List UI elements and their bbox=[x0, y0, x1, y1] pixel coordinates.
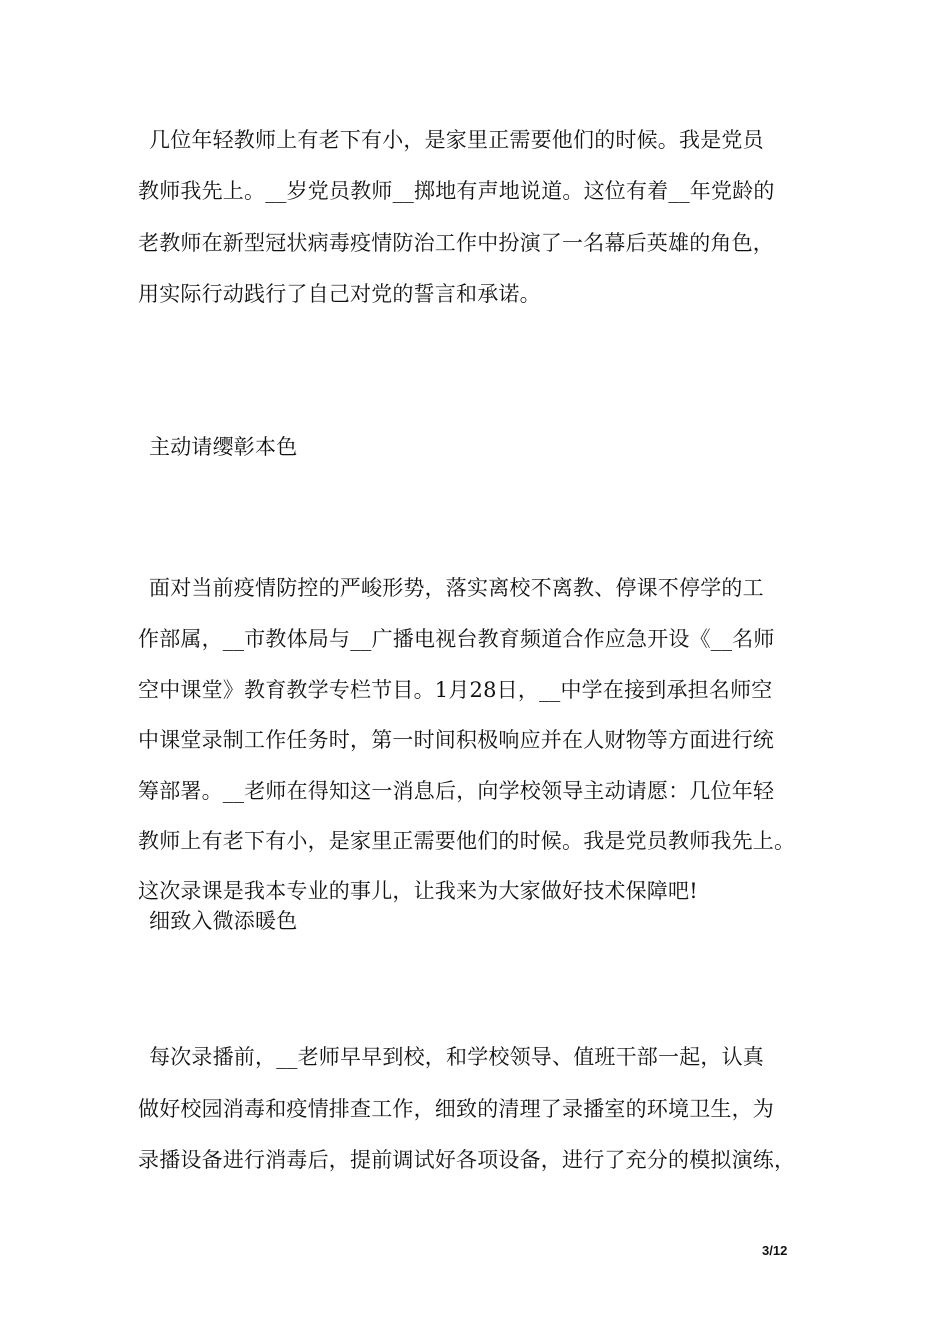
paragraph-line: 教师上有老下有小，是家里正需要他们的时候。我是党员教师我先上。 bbox=[138, 829, 796, 853]
paragraph-line: 面对当前疫情防控的严峻形势，落实离校不离教、停课不停学的工 bbox=[149, 576, 764, 600]
page-number: 3/12 bbox=[762, 1243, 788, 1258]
paragraph-line: 作部属，__市教体局与__广播电视台教育频道合作应急开设《__名师 bbox=[138, 627, 775, 651]
paragraph-line: 老教师在新型冠状病毒疫情防治工作中扮演了一名幕后英雄的角色， bbox=[138, 231, 774, 255]
paragraph-line: 教师我先上。__岁党员教师__掷地有声地说道。这位有着__年党龄的 bbox=[138, 179, 775, 203]
paragraph-line: 用实际行动践行了自己对党的誓言和承诺。 bbox=[138, 282, 541, 306]
paragraph-line: 中课堂录制工作任务时，第一时间积极响应并在人财物等方面进行统 bbox=[138, 728, 774, 752]
paragraph-line: 几位年轻教师上有老下有小，是家里正需要他们的时候。我是党员 bbox=[149, 128, 764, 152]
paragraph-line: 做好校园消毒和疫情排查工作，细致的清理了录播室的环境卫生，为 bbox=[138, 1097, 774, 1121]
paragraph-line: 筹部署。__老师在得知这一消息后，向学校领导主动请愿：几位年轻 bbox=[138, 779, 775, 803]
paragraph-line: 这次录课是我本专业的事儿，让我来为大家做好技术保障吧! bbox=[138, 879, 698, 903]
section-heading-1: 主动请缨彰本色 bbox=[149, 435, 298, 459]
paragraph-line: 每次录播前，__老师早早到校，和学校领导、值班干部一起，认真 bbox=[149, 1045, 764, 1069]
paragraph-line: 空中课堂》教育教学专栏节目。1月28日，__中学在接到承担名师空 bbox=[138, 678, 773, 702]
paragraph-line: 录播设备进行消毒后，提前调试好各项设备，进行了充分的模拟演练， bbox=[138, 1148, 796, 1172]
section-heading-2: 细致入微添暖色 bbox=[149, 909, 298, 933]
